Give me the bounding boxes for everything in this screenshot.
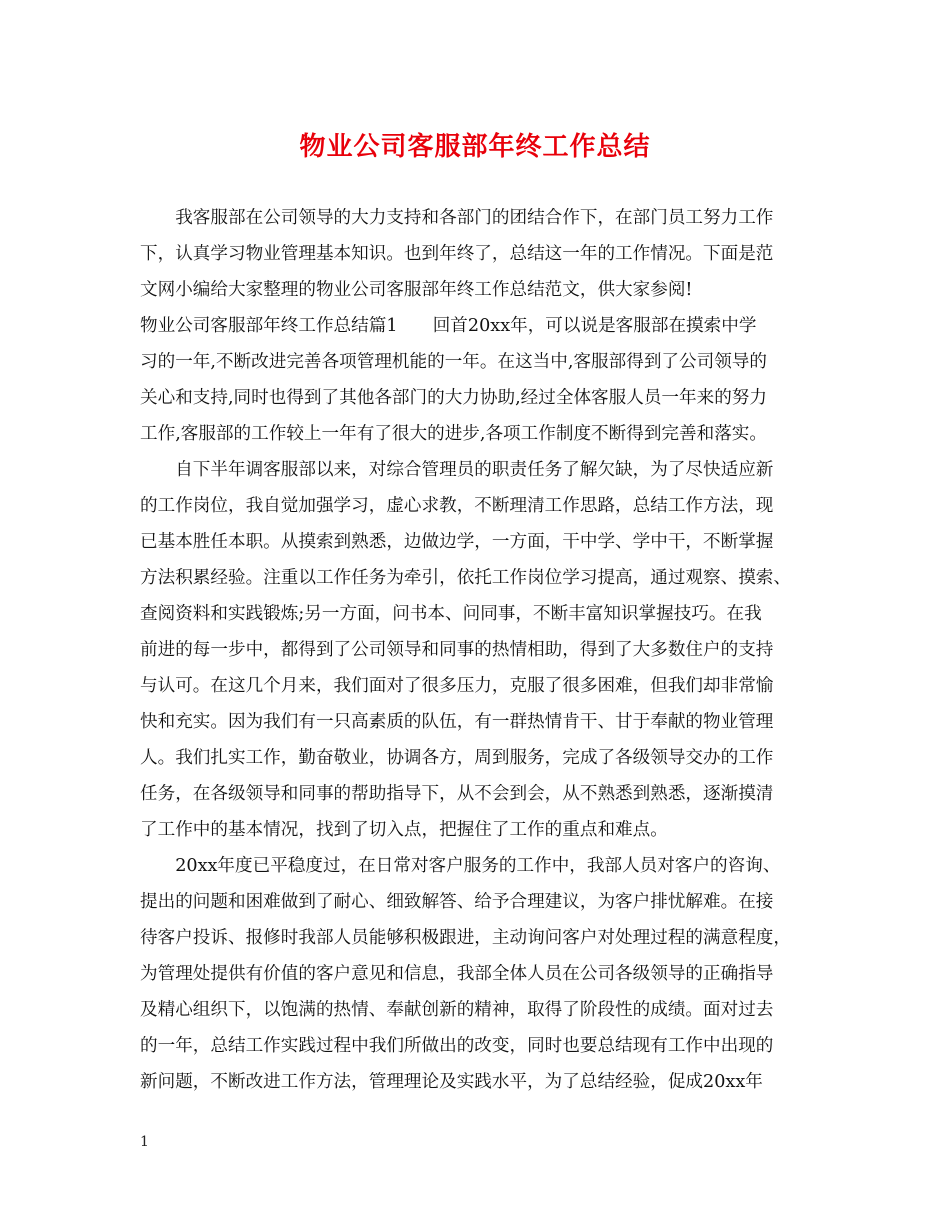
body-line: 已基本胜任本职。从摸索到熟悉，边做边学，一方面，干中学、学中干，不断掌握	[140, 532, 774, 552]
body-line: 与认可。在这几个月来，我们面对了很多压力，克服了很多困难，但我们却非常愉	[140, 676, 774, 696]
body-line: 及精心组织下，以饱满的热情、奉献创新的精神，取得了阶段性的成绩。面对过去	[140, 1000, 774, 1020]
body-line: 人。我们扎实工作，勤奋敬业，协调各方，周到服务，完成了各级领导交办的工作	[140, 748, 774, 768]
document-title: 物业公司客服部年终工作总结	[299, 132, 651, 162]
body-line: 新问题，不断改进工作方法，管理理论及实践水平，为了总结经验，促成20xx年	[140, 1072, 763, 1092]
body-line: 快和充实。因为我们有一只高素质的队伍，有一群热情肯干、甘于奉献的物业管理	[140, 712, 774, 732]
page-number: 1	[140, 1134, 149, 1150]
body-line: 我客服部在公司领导的大力支持和各部门的团结合作下，在部门员工努力工作	[140, 208, 774, 228]
body-line: 的工作岗位，我自觉加强学习，虚心求教，不断理清工作思路，总结工作方法，现	[140, 496, 774, 516]
body-line: 工作,客服部的工作较上一年有了很大的进步,各项工作制度不断得到完善和落实。	[140, 424, 767, 444]
body-line: 文网小编给大家整理的物业公司客服部年终工作总结范文，供大家参阅!	[140, 280, 693, 300]
body-line: 自下半年调客服部以来，对综合管理员的职责任务了解欠缺，为了尽快适应新	[140, 460, 774, 480]
body-line: 提出的问题和困难做到了耐心、细致解答、给予合理建议，为客户排忧解难。在接	[140, 892, 774, 912]
document-body	[140, 200, 816, 1100]
body-line: 物业公司客服部年终工作总结篇1 回首20xx年，可以说是客服部在摸索中学	[140, 316, 757, 336]
body-line: 前进的每一步中，都得到了公司领导和同事的热情相助，得到了大多数住户的支持	[140, 640, 774, 660]
body-line: 习的一年,不断改进完善各项管理机能的一年。在这当中,客服部得到了公司领导的	[140, 352, 767, 372]
body-line: 关心和支持,同时也得到了其他各部门的大力协助,经过全体客服人员一年来的努力	[140, 388, 767, 408]
body-line: 的一年，总结工作实践过程中我们所做出的改变，同时也要总结现有工作中出现的	[140, 1036, 774, 1056]
body-line: 下，认真学习物业管理基本知识。也到年终了，总结这一年的工作情况。下面是范	[140, 244, 774, 264]
body-line: 任务，在各级领导和同事的帮助指导下，从不会到会，从不熟悉到熟悉，逐渐摸清	[140, 784, 774, 804]
body-line: 为管理处提供有价值的客户意见和信息，我部全体人员在公司各级领导的正确指导	[140, 964, 774, 984]
body-line: 查阅资料和实践锻炼;另一方面，问书本、问同事，不断丰富知识掌握技巧。在我	[140, 604, 762, 624]
body-line: 待客户投诉、报修时我部人员能够积极跟进，主动询问客户对处理过程的满意程度，	[140, 928, 791, 948]
body-line: 20xx年度已平稳度过，在日常对客户服务的工作中，我部人员对客户的咨询、	[140, 856, 781, 876]
body-line: 了工作中的基本情况，找到了切入点，把握住了工作的重点和难点。	[140, 820, 668, 840]
body-line: 方法积累经验。注重以工作任务为牵引，依托工作岗位学习提高，通过观察、摸索、	[140, 568, 791, 588]
